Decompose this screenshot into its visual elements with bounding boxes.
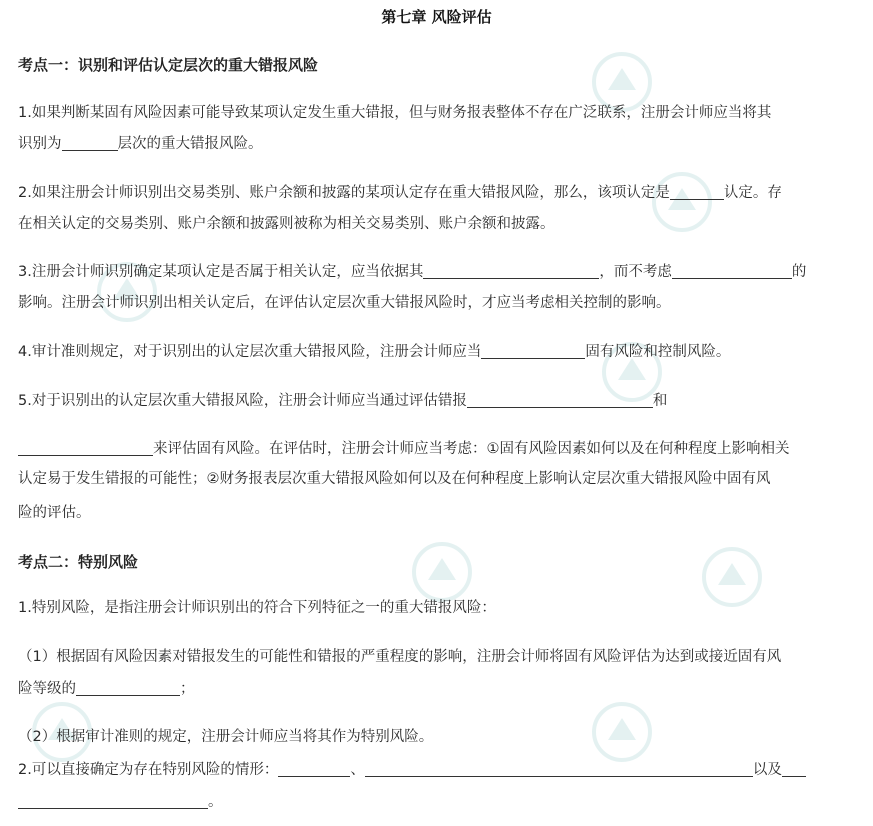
question-5-line-3 — [18, 466, 858, 492]
question-3-line-1 — [18, 259, 858, 285]
question-text: 4.审计准则规定，对于识别出的认定层次重大错报风险，注册会计师应当 — [18, 344, 482, 360]
question-6a-line-1 — [18, 644, 858, 670]
question-text: 影响。注册会计师识别出相关认定后，在评估认定层次重大错报风险时，才应当考虑相关控制的影响。 — [18, 295, 671, 311]
question-5-line-4 — [18, 500, 858, 526]
question-text: 2.可以直接确定为存在特别风险的情形： — [18, 762, 279, 778]
question-text: （1）根据固有风险因素对错报发生的可能性和错报的严重程度的影响，注册会计师将固有风险评估为达到或接近固有风 — [18, 649, 782, 665]
question-text: 2.如果注册会计师识别出交易类别、账户余额和披露的某项认定存在重大错报风险，那么，该项认定是 — [18, 185, 670, 201]
answer-blank[interactable] — [670, 183, 724, 200]
question-text: 识别为 — [18, 136, 62, 152]
answer-blank[interactable] — [278, 760, 350, 777]
question-text: 以及 — [752, 762, 782, 778]
question-text: 和 — [652, 393, 668, 409]
question-6a-line-2 — [18, 676, 858, 702]
question-text: 固有风险和控制风险。 — [585, 344, 731, 360]
answer-blank[interactable] — [76, 679, 180, 696]
question-3-line-2 — [18, 290, 858, 316]
question-text: ，而不考虑 — [599, 264, 672, 280]
answer-blank[interactable] — [782, 760, 806, 777]
question-text: ； — [180, 681, 195, 697]
question-text: 来评估固有风险。在评估时，注册会计师应当考虑：①固有风险因素如何以及在何种程度上影响相关 — [153, 441, 790, 457]
question-1-line-1 — [18, 100, 858, 126]
question-2-line-2 — [18, 211, 858, 237]
question-text: （2）根据审计准则的规定，注册会计师应当将其作为特别风险。 — [18, 729, 434, 745]
section-heading-2: 考点二：特别风险 — [18, 553, 139, 571]
question-7-line-2 — [18, 789, 858, 815]
question-text: 1.如果判断某固有风险因素可能导致某项认定发生重大错报，但与财务报表整体不存在广泛联系，注册会计师应当将其 — [18, 105, 772, 121]
question-text: 1.特别风险，是指注册会计师识别出的符合下列特征之一的重大错报风险： — [18, 600, 496, 616]
answer-blank[interactable] — [18, 792, 208, 809]
page-title: 第七章 风险评估 — [381, 8, 492, 26]
question-5-line-2 — [18, 436, 858, 462]
question-7-line-1 — [18, 757, 858, 783]
question-6b-line-1 — [18, 724, 858, 750]
answer-blank[interactable] — [423, 262, 599, 279]
question-text: 险等级的 — [18, 681, 76, 697]
section-heading-1: 考点一：识别和评估认定层次的重大错报风险 — [18, 56, 319, 74]
answer-blank[interactable] — [62, 134, 118, 151]
answer-blank[interactable] — [18, 439, 153, 456]
question-text: 的 — [791, 264, 807, 280]
question-text: 。 — [208, 794, 223, 810]
question-text: 5.对于识别出的认定层次重大错报风险，注册会计师应当通过评估错报 — [18, 393, 467, 409]
question-5-line-1 — [18, 388, 858, 414]
question-text: 在相关认定的交易类别、账户余额和披露则被称为相关交易类别、账户余额和披露。 — [18, 216, 555, 232]
answer-blank[interactable] — [481, 342, 585, 359]
question-text: 层次的重大错报风险。 — [117, 136, 263, 152]
question-text: 险的评估。 — [18, 505, 91, 521]
question-2-line-1 — [18, 180, 858, 206]
question-text: 认定易于发生错报的可能性；②财务报表层次重大错报风险如何以及在何种程度上影响认定层次重大错报风险中固有风 — [18, 471, 771, 487]
answer-blank[interactable] — [672, 262, 792, 279]
question-text: 、 — [350, 762, 365, 778]
question-4-line-1 — [18, 339, 858, 365]
question-6-line-1 — [18, 595, 858, 621]
question-text: 3.注册会计师识别确定某项认定是否属于相关认定，应当依据其 — [18, 264, 424, 280]
question-text: 认定。存 — [723, 185, 782, 201]
question-1-line-2 — [18, 131, 858, 157]
answer-blank[interactable] — [365, 760, 753, 777]
answer-blank[interactable] — [467, 391, 653, 408]
